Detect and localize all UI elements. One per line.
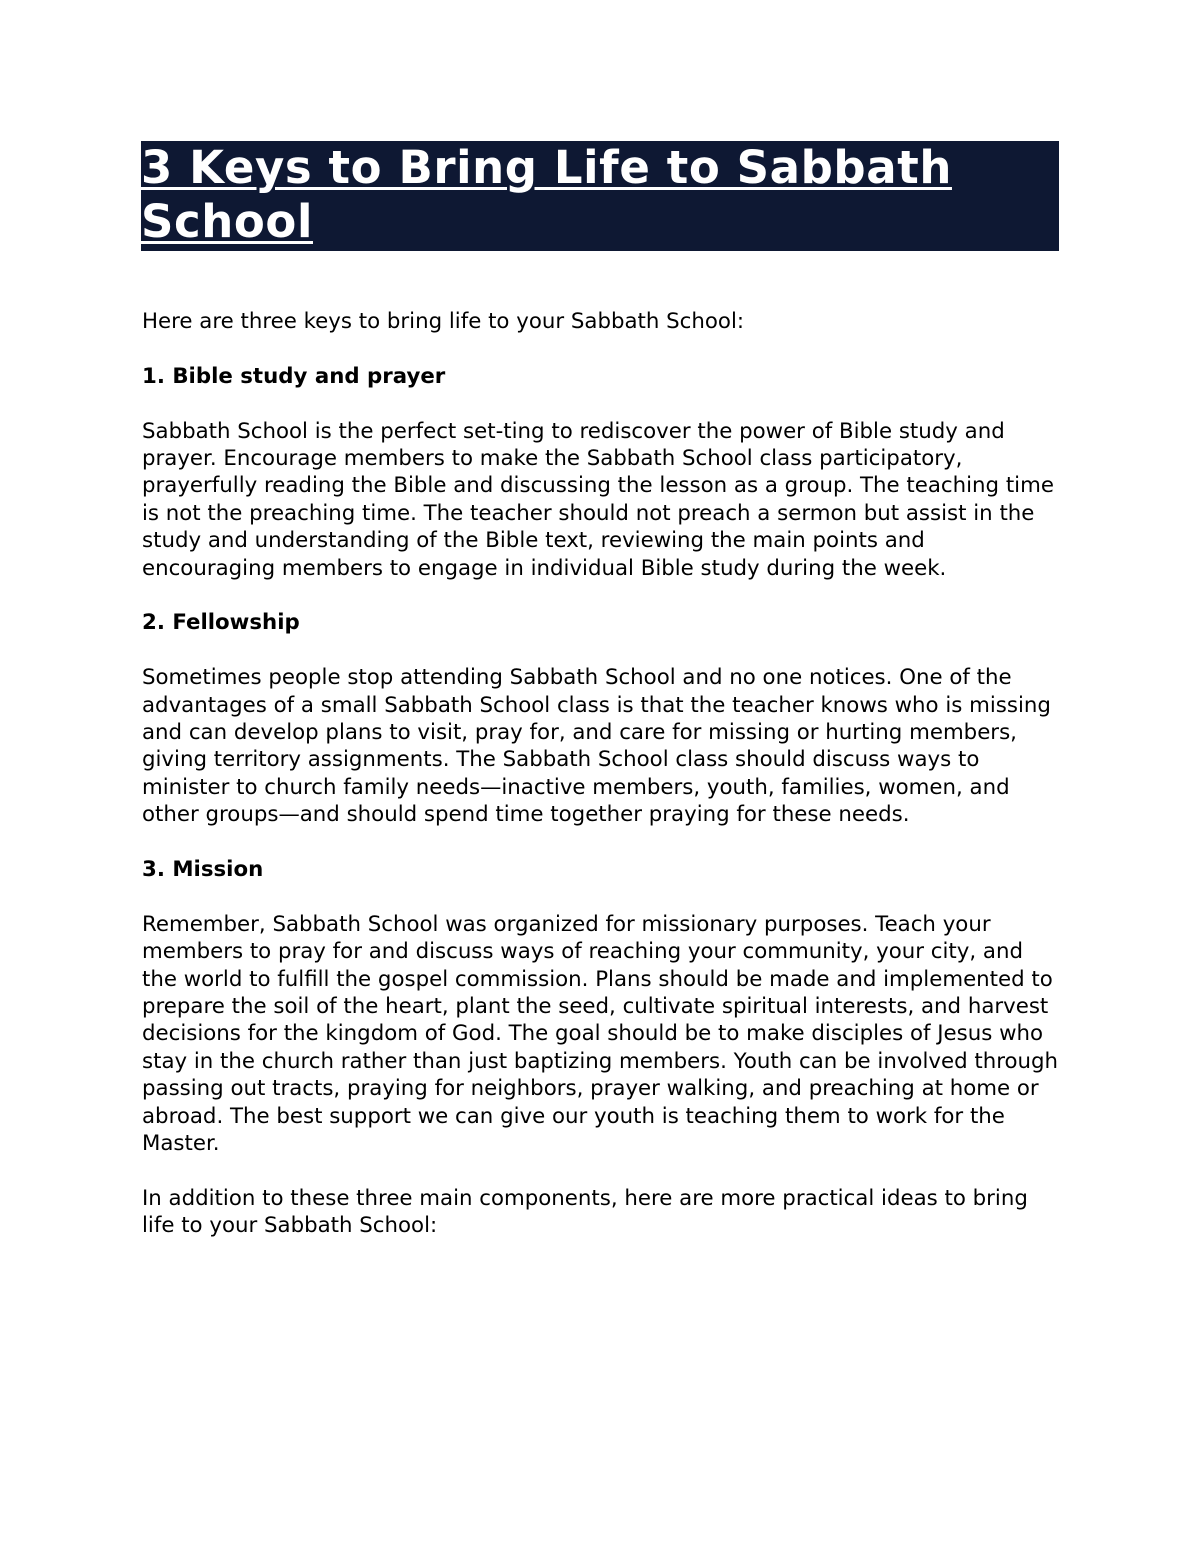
section-heading-bible-study: 1. Bible study and prayer: [142, 363, 446, 389]
document-body: [142, 308, 1062, 1267]
document-title: 3 Keys to Bring Life to Sabbath School: [141, 141, 952, 248]
intro-paragraph: Here are three keys to bring life to your Sabbath School:: [142, 309, 745, 334]
section-body-mission: Remember, Sabbath School was organized for missionary purposes. Teach your members to pray for and discuss ways of reaching your community, your city, and the world to fulfill the gospel commission. Plans should be made and implemented to prepare the soil of the heart, plant the seed, cultivate spiritual interests, and harvest decisions for the kingdom of God. The goal should be to make disciples of Jesus who stay in the church rather than just baptizing members. Youth can be involved through passing out tracts, praying for neighbors, prayer walking, and preaching at home or abroad. The best support we can give our youth is teaching them to work for the Master.: [142, 911, 1059, 1157]
section-body-fellowship: Sometimes people stop attending Sabbath School and no one notices. One of the advantages of a small Sabbath School class is that the teacher knows who is missing and can develop plans to visit, pray for, and care for missing or hurting members, giving territory assignments. The Sabbath School class should discuss ways to minister to church family needs—inactive members, youth, families, women, and other groups—and should spend time together praying for these needs.: [142, 665, 1051, 828]
section-heading-fellowship: 2. Fellowship: [142, 610, 300, 636]
section-body-bible-study: Sabbath School is the perfect set-ting to rediscover the power of Bible study and prayer. Encourage members to make the Sabbath School class participatory, prayerfully reading the Bible and discussing the lesson as a group. The teaching time is not the preaching time. The teacher should not preach a sermon but assist in the study and understanding of the Bible text, reviewing the main points and encouraging members to engage in individual Bible study during the week.: [142, 418, 1054, 581]
closing-paragraph: In addition to these three main components, here are more practical ideas to bring life to your Sabbath School:: [142, 1185, 1028, 1239]
section-heading-mission: 3. Mission: [142, 857, 264, 883]
title-banner: [141, 141, 1059, 251]
